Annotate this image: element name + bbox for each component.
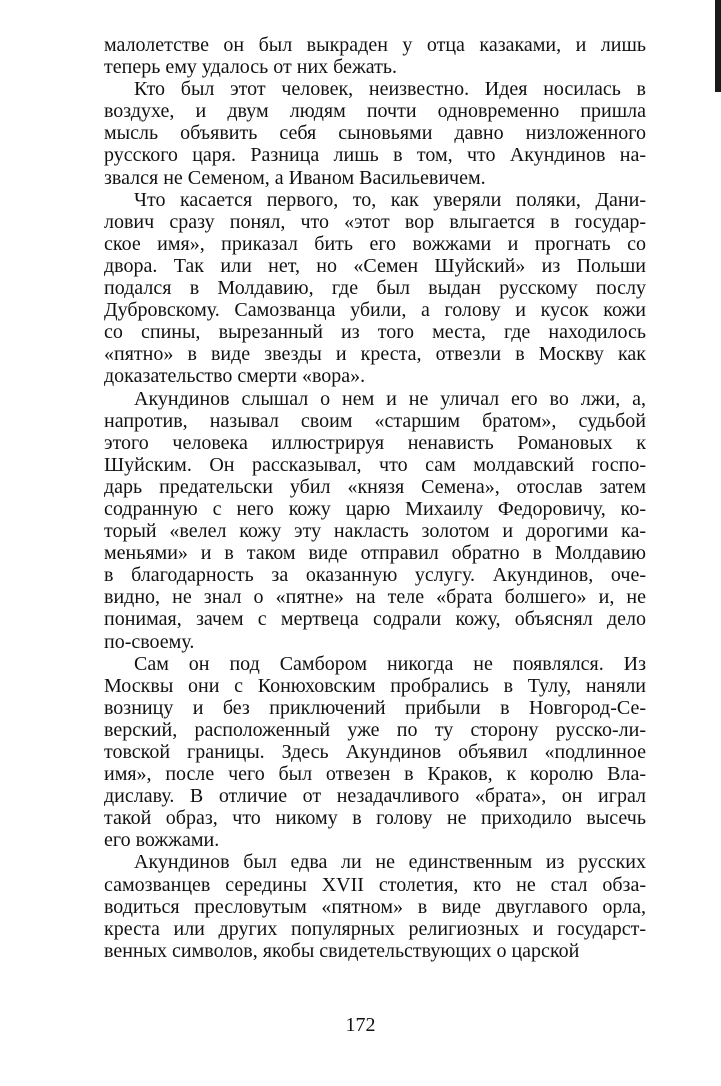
text-line: подался в Молдавию, где был выдан русскому послу (104, 277, 646, 300)
text-line: воздухе, и двум людям почти одновременно пришла (104, 100, 646, 123)
text-line: русского царя. Разница лишь в том, что Акундинов на- (104, 144, 646, 167)
paragraph (104, 78, 646, 188)
text-line: двора. Так или нет, но «Семен Шуйский» из Польши (104, 254, 646, 277)
text-line: «пятно» в виде звезды и креста, отвезли в Москву как (104, 343, 646, 366)
text-line: малолетстве он был выкраден у отца казаками, и лишь (104, 34, 646, 56)
text-line: напротив, называл своим «старшим братом», судьбой (104, 409, 646, 432)
text-line: диславу. В отличие от незадачливого «брата», он играл (104, 785, 646, 808)
text-line: Сам он под Самбором никогда не появлялся. Из (134, 652, 646, 675)
text-line: Дубровскому. Самозванца убили, а голову и кусок кожи (104, 299, 646, 322)
text-line: Что касается первого, то, как уверяли поляки, Дани- (134, 188, 646, 211)
text-line: торый «велел кожу эту накласть золотом и дорогими ка- (104, 520, 646, 543)
text-line: в благодарность за оказанную услугу. Акундинов, оче- (104, 564, 646, 587)
paragraph (104, 851, 646, 961)
paragraph (104, 189, 646, 388)
text-line: его вожжами. (104, 829, 220, 852)
text-line: Шуйским. Он рассказывал, что сам молдавский госпо- (104, 453, 646, 476)
text-line: меньями» и в таком виде отправил обратно в Молдавию (104, 542, 646, 565)
scan-edge-shadow (715, 0, 721, 92)
text-line: Кто был этот человек, неизвестно. Идея носилась в (134, 78, 646, 101)
text-line: креста или других популярных религиозных и государст- (104, 917, 646, 940)
text-line: Акундинов слышал о нем и не уличал его во лжи, а, (134, 387, 646, 410)
text-line: имя», после чего был отвезен в Краков, к королю Вла- (104, 763, 646, 786)
text-line: звался не Семеном, а Иваном Васильевичем. (104, 166, 486, 189)
text-line: доказательство смерти «вора». (104, 365, 366, 388)
text-line: возницу и без приключений прибыли в Новгород-Се- (104, 696, 646, 719)
page-number: 172 (345, 1014, 376, 1036)
text-line: самозванцев середины XVII столетия, кто не стал обза- (104, 873, 646, 896)
book-page-text (104, 34, 646, 962)
text-line: по-своему. (104, 630, 195, 653)
text-line: теперь ему удалось от них бежать. (104, 56, 398, 79)
text-line: такой образ, что никому в голову не приходило высечь (104, 807, 646, 830)
text-line: содранную с него кожу царю Михаилу Федоровичу, ко- (104, 497, 646, 520)
text-line: видно, не знал о «пятне» на теле «брата болшего» и, не (104, 586, 646, 609)
text-line: лович сразу понял, что «этот вор влыгается в государ- (104, 210, 646, 233)
text-line: этого человека иллюстрируя ненависть Романовых к (104, 431, 646, 454)
text-line: водиться пресловутым «пятном» в виде двуглавого орла, (104, 895, 646, 918)
text-line: дарь предательски убил «князя Семена», отослав затем (104, 475, 646, 498)
text-line: со спины, вырезанный из того места, где находилось (104, 321, 646, 344)
text-line: верский, расположенный уже по ту сторону русско-ли- (104, 718, 646, 741)
text-line: ское имя», приказал бить его вожжами и прогнать со (104, 232, 646, 255)
text-line: товской границы. Здесь Акундинов объявил «подлинное (104, 741, 646, 763)
text-line: мысль объявить себя сыновьями давно низложенного (104, 122, 646, 145)
paragraph (104, 388, 646, 653)
text-line: понимая, зачем с мертвеца содрали кожу, объяснял дело (104, 608, 646, 631)
text-line: Москвы они с Конюховским пробрались в Тулу, наняли (104, 674, 646, 697)
text-line: Акундинов был едва ли не единственным из русских (134, 851, 646, 874)
paragraph (104, 653, 646, 852)
paragraph (104, 34, 646, 78)
text-line: венных символов, якобы свидетельствующих о царской (104, 939, 580, 962)
